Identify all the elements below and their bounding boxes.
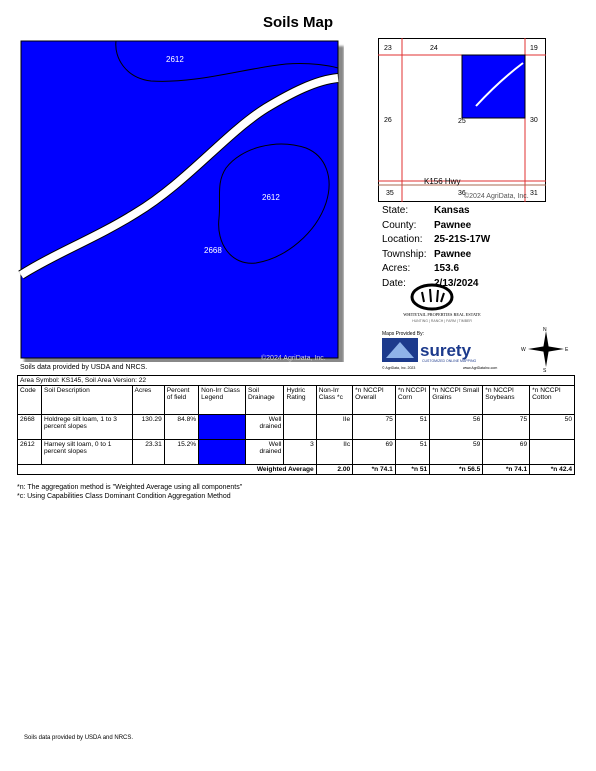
cell-acres: 130.29 (132, 415, 164, 440)
cell-cotton (530, 440, 575, 465)
table-row (18, 440, 575, 465)
cell-percent: 84.8% (164, 415, 198, 440)
info-value: Pawnee (434, 248, 472, 260)
info-key: County: (382, 219, 417, 231)
note-aggregation: *n: The aggregation method is "Weighted Average using all components" (17, 484, 243, 491)
surety-copyright: © AgriData, Inc. 2023 (382, 366, 416, 370)
compass-n: N (543, 327, 547, 333)
info-key: State: (382, 205, 409, 216)
compass-icon (521, 326, 571, 372)
weighted-soybeans: *n 74.1 (483, 465, 530, 475)
weighted-class: 2.00 (316, 465, 352, 475)
info-value: Kansas (434, 205, 470, 216)
soil-area-2668 (21, 41, 338, 358)
info-key: Date: (382, 277, 406, 289)
map-credit: Soils data provided by USDA and NRCS. (20, 364, 148, 371)
info-row-location (382, 233, 490, 248)
info-row-acres (382, 262, 490, 277)
cell-drainage: Well drained (245, 440, 284, 465)
section-19: 19 (530, 45, 538, 52)
cell-legend-swatch (199, 415, 246, 440)
cell-hydric: 3 (284, 440, 316, 465)
table-header-row (18, 386, 575, 415)
col-header: Non-Irr Class Legend (199, 386, 246, 415)
highway-label: K156 Hwy (424, 177, 461, 186)
map-watermark: ©2024 AgriData, Inc. (261, 355, 326, 362)
col-header: *n NCCPI Small Grains (430, 386, 483, 415)
cell-acres: 23.31 (132, 440, 164, 465)
whitetail-name: WHITETAIL PROPERTIES REAL ESTATE (403, 312, 481, 317)
soils-map-graphic (16, 38, 344, 362)
weighted-cotton: *n 42.4 (530, 465, 575, 475)
whitetail-logo (384, 282, 500, 326)
cell-overall: 75 (353, 415, 396, 440)
info-row-county (382, 219, 490, 234)
info-row-township (382, 248, 490, 263)
info-value: Pawnee (434, 219, 472, 231)
surety-name: surety (420, 341, 472, 360)
info-value: 2/13/2024 (434, 277, 479, 289)
cell-class: IIc (316, 440, 352, 465)
col-header: Code (18, 386, 42, 415)
field-parcel (462, 55, 525, 118)
weighted-overall: *n 74.1 (353, 465, 396, 475)
cell-hydric (284, 415, 316, 440)
surety-url: www.AgriDataInc.com (463, 366, 498, 370)
cell-percent: 15.2% (164, 440, 198, 465)
soils-map (16, 38, 344, 362)
inset-map-graphic (378, 38, 546, 202)
col-header: Soil Drainage (245, 386, 284, 415)
info-row-state (382, 204, 490, 219)
compass-s: S (543, 368, 547, 372)
cell-code: 2612 (18, 440, 42, 465)
cell-class: IIe (316, 415, 352, 440)
col-header: Hydric Rating (284, 386, 316, 415)
col-header: *n NCCPI Corn (395, 386, 429, 415)
map-label-top: 2612 (166, 55, 184, 64)
surety-provided-by: Maps Provided By: (382, 331, 424, 337)
footer-credit: Soils data provided by USDA and NRCS. (24, 735, 134, 741)
whitetail-tagline: HUNTING | RANCH | FARM | TIMBER (412, 319, 472, 323)
col-header: Non-Irr Class *c (316, 386, 352, 415)
col-header: *n NCCPI Overall (353, 386, 396, 415)
inset-watermark: ©2024 AgriData, Inc. (464, 193, 529, 200)
col-header: Soil Description (41, 386, 132, 415)
weighted-small-grains: *n 56.5 (430, 465, 483, 475)
cell-corn: 51 (395, 415, 429, 440)
surety-logo (380, 328, 515, 372)
surety-tagline: CUSTOMIZED ONLINE MAPPING (422, 359, 477, 363)
info-key: Location: (382, 234, 423, 245)
area-symbol: Area Symbol: KS145, Soil Area Version: 22 (18, 376, 575, 386)
weighted-label: Weighted Average (18, 465, 317, 475)
col-header: *n NCCPI Soybeans (483, 386, 530, 415)
table-row (18, 415, 575, 440)
col-header: Acres (132, 386, 164, 415)
map-label-lower: 2668 (204, 246, 222, 255)
section-31: 31 (530, 190, 538, 197)
cell-description: Harney silt loam, 0 to 1 percent slopes (41, 440, 132, 465)
info-value: 153.6 (434, 263, 460, 274)
note-class-method: *c: Using Capabilities Class Dominant Condition Aggregation Method (17, 493, 231, 500)
section-35: 35 (386, 190, 394, 197)
cell-code: 2668 (18, 415, 42, 440)
compass-w: W (521, 347, 526, 353)
cell-soybeans: 69 (483, 440, 530, 465)
cell-overall: 69 (353, 440, 396, 465)
inset-map (378, 38, 546, 202)
section-23: 23 (384, 45, 392, 52)
table-area-row (18, 376, 575, 386)
compass-rose (521, 326, 571, 372)
cell-small-grains: 56 (430, 415, 483, 440)
table-weighted-row (18, 465, 575, 475)
cell-corn: 51 (395, 440, 429, 465)
section-36: 36 (458, 190, 466, 197)
cell-legend-swatch (199, 440, 246, 465)
map-label-center: 2612 (262, 193, 280, 202)
cell-soybeans: 75 (483, 415, 530, 440)
info-key: Acres: (382, 263, 411, 274)
section-24: 24 (430, 45, 438, 52)
surety-graphic (380, 328, 515, 372)
section-26: 26 (384, 117, 392, 124)
cell-description: Holdrege silt loam, 1 to 3 percent slopes (41, 415, 132, 440)
location-info (382, 204, 490, 291)
cell-drainage: Well drained (245, 415, 284, 440)
soils-table (17, 375, 575, 475)
section-25: 25 (458, 118, 466, 125)
table-notes (17, 483, 242, 501)
weighted-corn: *n 51 (395, 465, 429, 475)
info-key: Township: (382, 248, 427, 260)
col-header: Percent of field (164, 386, 198, 415)
page-title: Soils Map (262, 14, 333, 31)
info-value: 25-21S-17W (434, 234, 491, 245)
section-30: 30 (530, 117, 538, 124)
cell-small-grains: 59 (430, 440, 483, 465)
antler-icon (384, 282, 500, 326)
col-header: *n NCCPI Cotton (530, 386, 575, 415)
cell-cotton: 50 (530, 415, 575, 440)
compass-e: E (565, 347, 569, 353)
